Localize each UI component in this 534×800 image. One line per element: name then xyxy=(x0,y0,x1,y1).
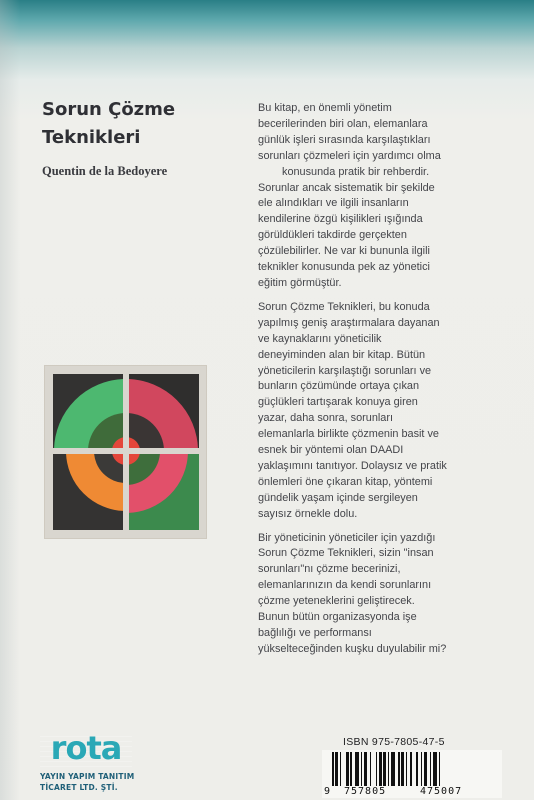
barcode-bar xyxy=(332,752,334,786)
blurb-line: gündelik yaşam içinde sergileyen xyxy=(258,491,418,504)
isbn-barcode xyxy=(322,750,502,798)
barcode-bar xyxy=(398,752,400,786)
blurb-line: yaklaşımını tanıtıyor. Dolaysız ve pratik xyxy=(258,459,447,472)
blurb-line: becerilerinden biri olan, elemanlara xyxy=(258,117,428,130)
barcode-bar xyxy=(379,752,382,786)
publisher-line-1: YAYIN YAPIM TANITIM xyxy=(40,772,135,781)
book-title xyxy=(42,96,232,152)
blurb-line: Sorun Çözme Teknikleri, bu konuda xyxy=(258,300,430,313)
blurb-line: Bir yöneticinin yöneticiler için yazdığı xyxy=(258,531,436,544)
barcode-bar xyxy=(364,752,367,786)
barcode-digits-left: 757805 xyxy=(344,786,387,797)
blurb-line: önlemleri öne çıkaran kitap, yöntemi xyxy=(258,475,433,488)
spine-shadow xyxy=(0,0,20,800)
blurb-line: ele alındıkları ve ilgili insanların xyxy=(258,197,409,210)
blurb-line: deneyiminden alan bir kitap. Bütün xyxy=(258,348,426,361)
blurb-line: günlük işleri sırasında karşılaştıkları xyxy=(258,133,431,146)
barcode-bars xyxy=(332,752,496,786)
barcode-bar xyxy=(430,752,432,786)
cover-artwork xyxy=(45,366,206,538)
blurb-line: Bu kitap, en önemli yönetim xyxy=(258,102,392,114)
title-line-2: Teknikleri xyxy=(42,127,141,148)
blurb-line: eğitim görmüştür. xyxy=(258,276,342,289)
barcode-bar xyxy=(424,752,427,786)
barcode-bar xyxy=(361,752,363,786)
blurb-line: sorunları çözmeleri için yardımcı olma xyxy=(258,149,441,162)
blurb-line: ve kaynaklarını yöneticilik xyxy=(258,332,382,345)
barcode-bar xyxy=(391,752,396,786)
barcode-bar xyxy=(388,752,390,786)
blurb-line: bağlılığı ve performansı xyxy=(258,627,372,639)
barcode-bar xyxy=(355,752,360,786)
blurb-line: yükselteceğinden kuşku duyulabilir mi? xyxy=(258,642,447,655)
barcode-bar xyxy=(350,752,352,786)
barcode-bar xyxy=(439,752,441,786)
blurb-line: çözülebilirler. Ne var ki bununla ilgili xyxy=(258,245,430,258)
blurb-paragraph-3 xyxy=(258,531,490,658)
barcode-bar xyxy=(383,752,386,786)
blurb-line: güçlükleri tartışarak konuya giren xyxy=(258,396,418,409)
barcode-bar xyxy=(340,752,342,786)
barcode-bar xyxy=(401,752,404,786)
blurb-paragraph-2 xyxy=(258,300,490,523)
barcode-bar xyxy=(433,752,438,786)
barcode-bar xyxy=(410,752,412,786)
isbn-label: ISBN 975-7805-47-5 xyxy=(343,736,445,748)
publisher-line-2: TİCARET LTD. ŞTİ. xyxy=(40,783,118,792)
barcode-bar xyxy=(376,752,378,786)
author-name: Quentin de la Bedoyere xyxy=(42,164,168,178)
concentric-quadrant-art xyxy=(45,366,206,538)
blurb-line: yapılmış geniş araştırmalara dayanan xyxy=(258,316,440,329)
blurb-line: kendilerine özgü kişilikleri ışığında xyxy=(258,213,423,226)
blurb xyxy=(258,101,490,666)
publisher-logo xyxy=(40,729,136,792)
blurb-line: Sorun Çözme Teknikleri, sizin "insan xyxy=(258,547,434,560)
blurb-line: yazar, daha sonra, sorunları xyxy=(258,412,393,425)
barcode-bar xyxy=(335,752,338,786)
blurb-paragraph-1 xyxy=(258,101,490,292)
barcode-bar xyxy=(416,752,418,786)
barcode-digits-right: 475007 xyxy=(420,786,463,797)
blurb-line: Bunun bütün organizasyonda işe xyxy=(258,611,417,624)
blurb-line: bunların çözümünde ortaya çıkan xyxy=(258,380,420,393)
barcode-bar xyxy=(346,752,349,786)
blurb-line: Sorunlar ancak sistematik bir şekilde xyxy=(258,181,435,194)
blurb-line: teknikler konusunda pek az yönetici xyxy=(258,261,430,274)
blurb-line: esnek bir yöntemi olan DAADI xyxy=(258,444,404,457)
blurb-line: konusunda pratik bir rehberdir. xyxy=(282,165,430,178)
publisher-logo-wordmark: rota xyxy=(40,732,132,768)
blurb-line: çözme yeteneklerini geliştirecek. xyxy=(258,595,415,608)
title-line-1: Sorun Çözme xyxy=(42,99,176,120)
barcode-bar xyxy=(421,752,423,786)
blurb-line: sayısız örnekle dolu. xyxy=(258,507,358,520)
barcode-digit-first: 9 xyxy=(324,786,331,797)
barcode-bar xyxy=(406,752,408,786)
blurb-line: görüldükleri takdirde gerçekten xyxy=(258,229,407,242)
barcode-bar xyxy=(370,752,372,786)
blurb-line: elemanlarınızın da kendi sorunlarını xyxy=(258,579,432,592)
blurb-line: yöneticilerin karşılaştığı sorunları ve xyxy=(258,364,432,377)
blurb-line: sorunları"nı çözme becerinizi, xyxy=(258,563,401,576)
blurb-line: elemanlarla birlikte çözmenin basit ve xyxy=(258,428,439,441)
